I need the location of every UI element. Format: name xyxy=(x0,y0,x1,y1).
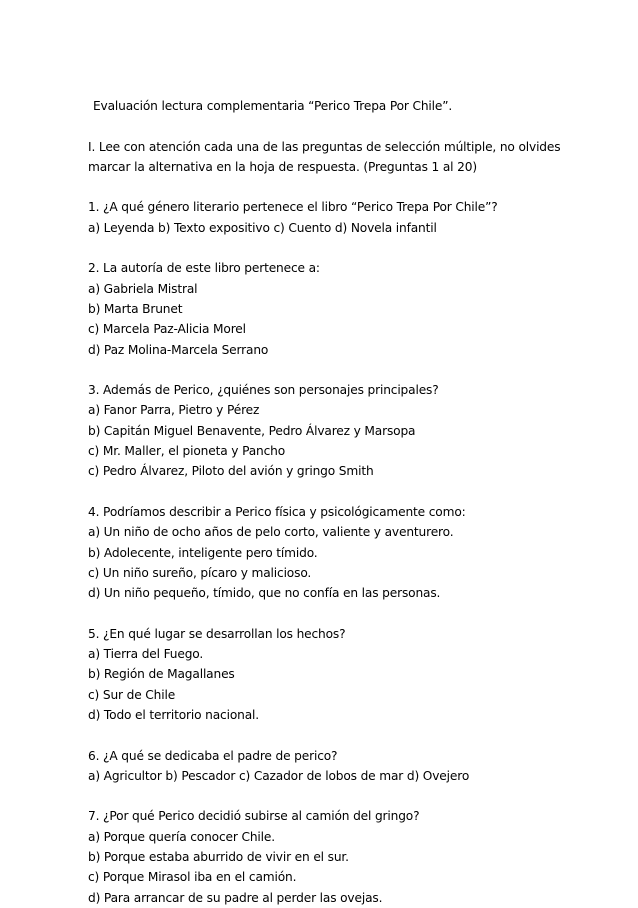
question-1-options: a) Leyenda b) Texto expositivo c) Cuento d) Novela infantil xyxy=(88,220,437,235)
question-1-text: 1. ¿A qué género literario pertenece el libro “Perico Trepa Por Chile”? xyxy=(88,200,498,215)
blank-line xyxy=(88,786,558,806)
question-5-option: a) Tierra del Fuego. xyxy=(88,647,204,662)
question-5-text: 5. ¿En qué lugar se desarrollan los hechos? xyxy=(88,626,346,641)
question-3-option: a) Fanor Parra, Pietro y Pérez xyxy=(88,403,260,418)
question-3-option: c) Pedro Álvarez, Piloto del avión y gringo Smith xyxy=(88,464,374,479)
question-3-option: c) Mr. Maller, el pioneta y Pancho xyxy=(88,444,286,459)
question-6-text: 6. ¿A qué se dedicaba el padre de perico? xyxy=(88,748,338,763)
question-7-option: a) Porque quería conocer Chile. xyxy=(88,829,275,844)
blank-line xyxy=(88,360,558,380)
question-7-option: d) Para arrancar de su padre al perder las ovejas. xyxy=(88,890,383,905)
question-5-option: d) Todo el territorio nacional. xyxy=(88,707,259,722)
document-body xyxy=(88,96,561,908)
instructions-line: I. Lee con atención cada una de las preguntas de selección múltiple, no olvides xyxy=(88,139,561,154)
question-2-text: 2. La autoría de este libro pertenece a: xyxy=(88,261,320,276)
blank-line xyxy=(88,725,558,745)
question-4-option: c) Un niño sureño, pícaro y malicioso. xyxy=(88,565,312,580)
blank-line xyxy=(88,603,558,623)
question-3-text: 3. Además de Perico, ¿quiénes son personajes principales? xyxy=(88,383,439,398)
question-5-option: b) Región de Magallanes xyxy=(88,667,235,682)
blank-line xyxy=(88,177,558,197)
question-4-text: 4. Podríamos describir a Perico física y psicológicamente como: xyxy=(88,504,466,519)
question-4-option: b) Adolecente, inteligente pero tímido. xyxy=(88,545,318,560)
question-3-option: b) Capitán Miguel Benavente, Pedro Álvarez y Marsopa xyxy=(88,423,416,438)
blank-line xyxy=(88,482,558,502)
question-4-option: a) Un niño de ocho años de pelo corto, valiente y aventurero. xyxy=(88,525,454,540)
question-2-option: a) Gabriela Mistral xyxy=(88,281,198,296)
question-7-option: c) Porque Mirasol iba en el camión. xyxy=(88,870,297,885)
question-5-option: c) Sur de Chile xyxy=(88,687,176,702)
question-2-option: b) Marta Brunet xyxy=(88,301,183,316)
question-2-option: c) Marcela Paz-Alicia Morel xyxy=(88,322,246,337)
question-7-text: 7. ¿Por qué Perico decidió subirse al camión del gringo? xyxy=(88,809,420,824)
question-7-option: b) Porque estaba aburrido de vivir en el sur. xyxy=(88,849,349,864)
document-title: Evaluación lectura complementaria “Perico Trepa Por Chile”. xyxy=(93,99,453,113)
blank-line xyxy=(88,116,558,136)
question-6-options: a) Agricultor b) Pescador c) Cazador de lobos de mar d) Ovejero xyxy=(88,768,470,783)
question-4-option: d) Un niño pequeño, tímido, que no confía en las personas. xyxy=(88,586,441,601)
blank-line xyxy=(88,238,558,258)
question-2-option: d) Paz Molina-Marcela Serrano xyxy=(88,342,269,357)
instructions-line: marcar la alternativa en la hoja de respuesta. (Preguntas 1 al 20) xyxy=(88,159,477,174)
